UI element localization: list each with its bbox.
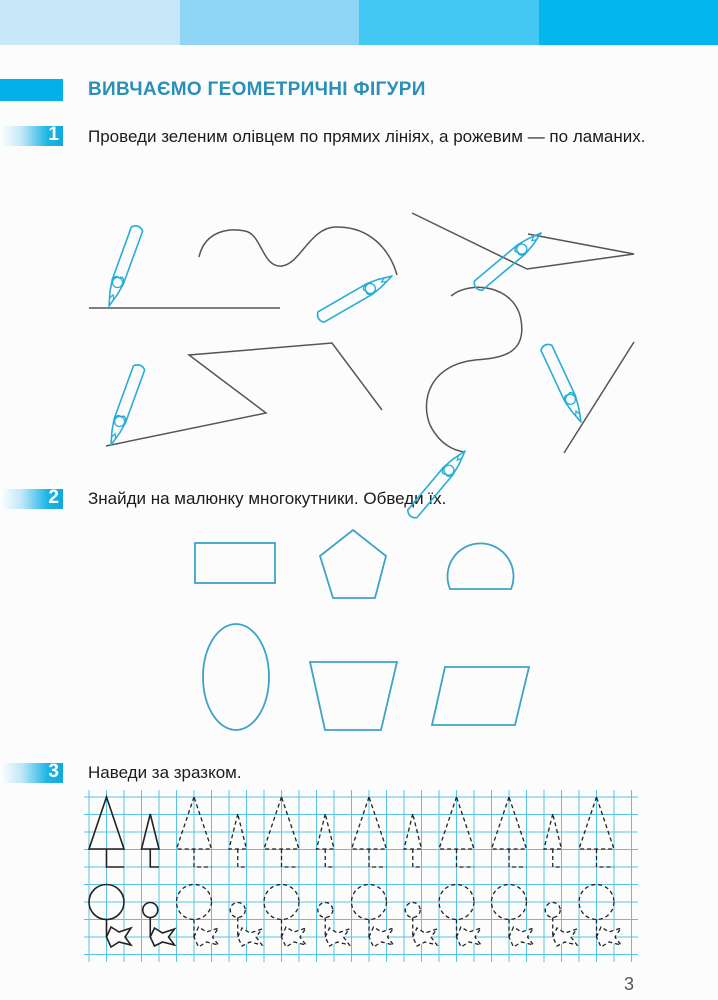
curved-line xyxy=(199,227,397,275)
shape-pentagon xyxy=(320,530,386,598)
pencil-icon xyxy=(406,447,470,520)
task-1-instruction: Проведи зеленим олівцем по прямих лініях, а рожевим — по ламаних. xyxy=(88,127,646,146)
task-1-lines xyxy=(89,213,634,453)
trace-small-tree[interactable] xyxy=(229,814,247,867)
pencil-icon xyxy=(540,342,587,424)
shape-oval xyxy=(203,624,269,730)
pencil-icons xyxy=(103,224,586,520)
task-3-instruction: Наведи за зразком. xyxy=(88,763,242,782)
trace-large-balloon[interactable] xyxy=(352,885,394,948)
pencil-icon xyxy=(315,271,395,324)
task-3-number: 3 xyxy=(48,761,59,782)
task-2-instruction: Знайди на малюнку многокутники. Обведи їх. xyxy=(88,489,447,508)
task-1-number: 1 xyxy=(48,124,59,145)
trace-large-balloon[interactable] xyxy=(177,885,219,948)
shape-parallelogram xyxy=(432,667,529,725)
trace-small-tree[interactable] xyxy=(317,814,335,867)
section-title: ВИВЧАЄМО ГЕОМЕТРИЧНІ ФІГУРИ xyxy=(88,79,426,100)
shape-rectangle xyxy=(195,543,275,583)
pencil-icon xyxy=(103,224,143,308)
trace-large-balloon[interactable] xyxy=(264,885,306,948)
page-number: 3 xyxy=(624,974,635,994)
trace-large-balloon[interactable] xyxy=(439,885,481,948)
trace-large-balloon[interactable] xyxy=(579,885,621,948)
task-2-number: 2 xyxy=(48,487,59,508)
task-2-shapes xyxy=(195,530,529,730)
trace-small-tree[interactable] xyxy=(544,814,562,867)
small-tree-sample xyxy=(142,814,160,867)
shape-semicircle xyxy=(448,543,514,589)
broken-line-zigzag xyxy=(106,343,382,446)
trace-small-tree[interactable] xyxy=(404,814,422,867)
trace-large-balloon[interactable] xyxy=(492,885,534,948)
large-balloon-sample xyxy=(89,885,131,948)
tracing-patterns[interactable] xyxy=(177,797,622,947)
pencil-icon xyxy=(105,363,145,447)
curved-s-line xyxy=(426,287,521,452)
sample-patterns xyxy=(89,797,175,947)
shape-trapezoid xyxy=(310,662,397,730)
